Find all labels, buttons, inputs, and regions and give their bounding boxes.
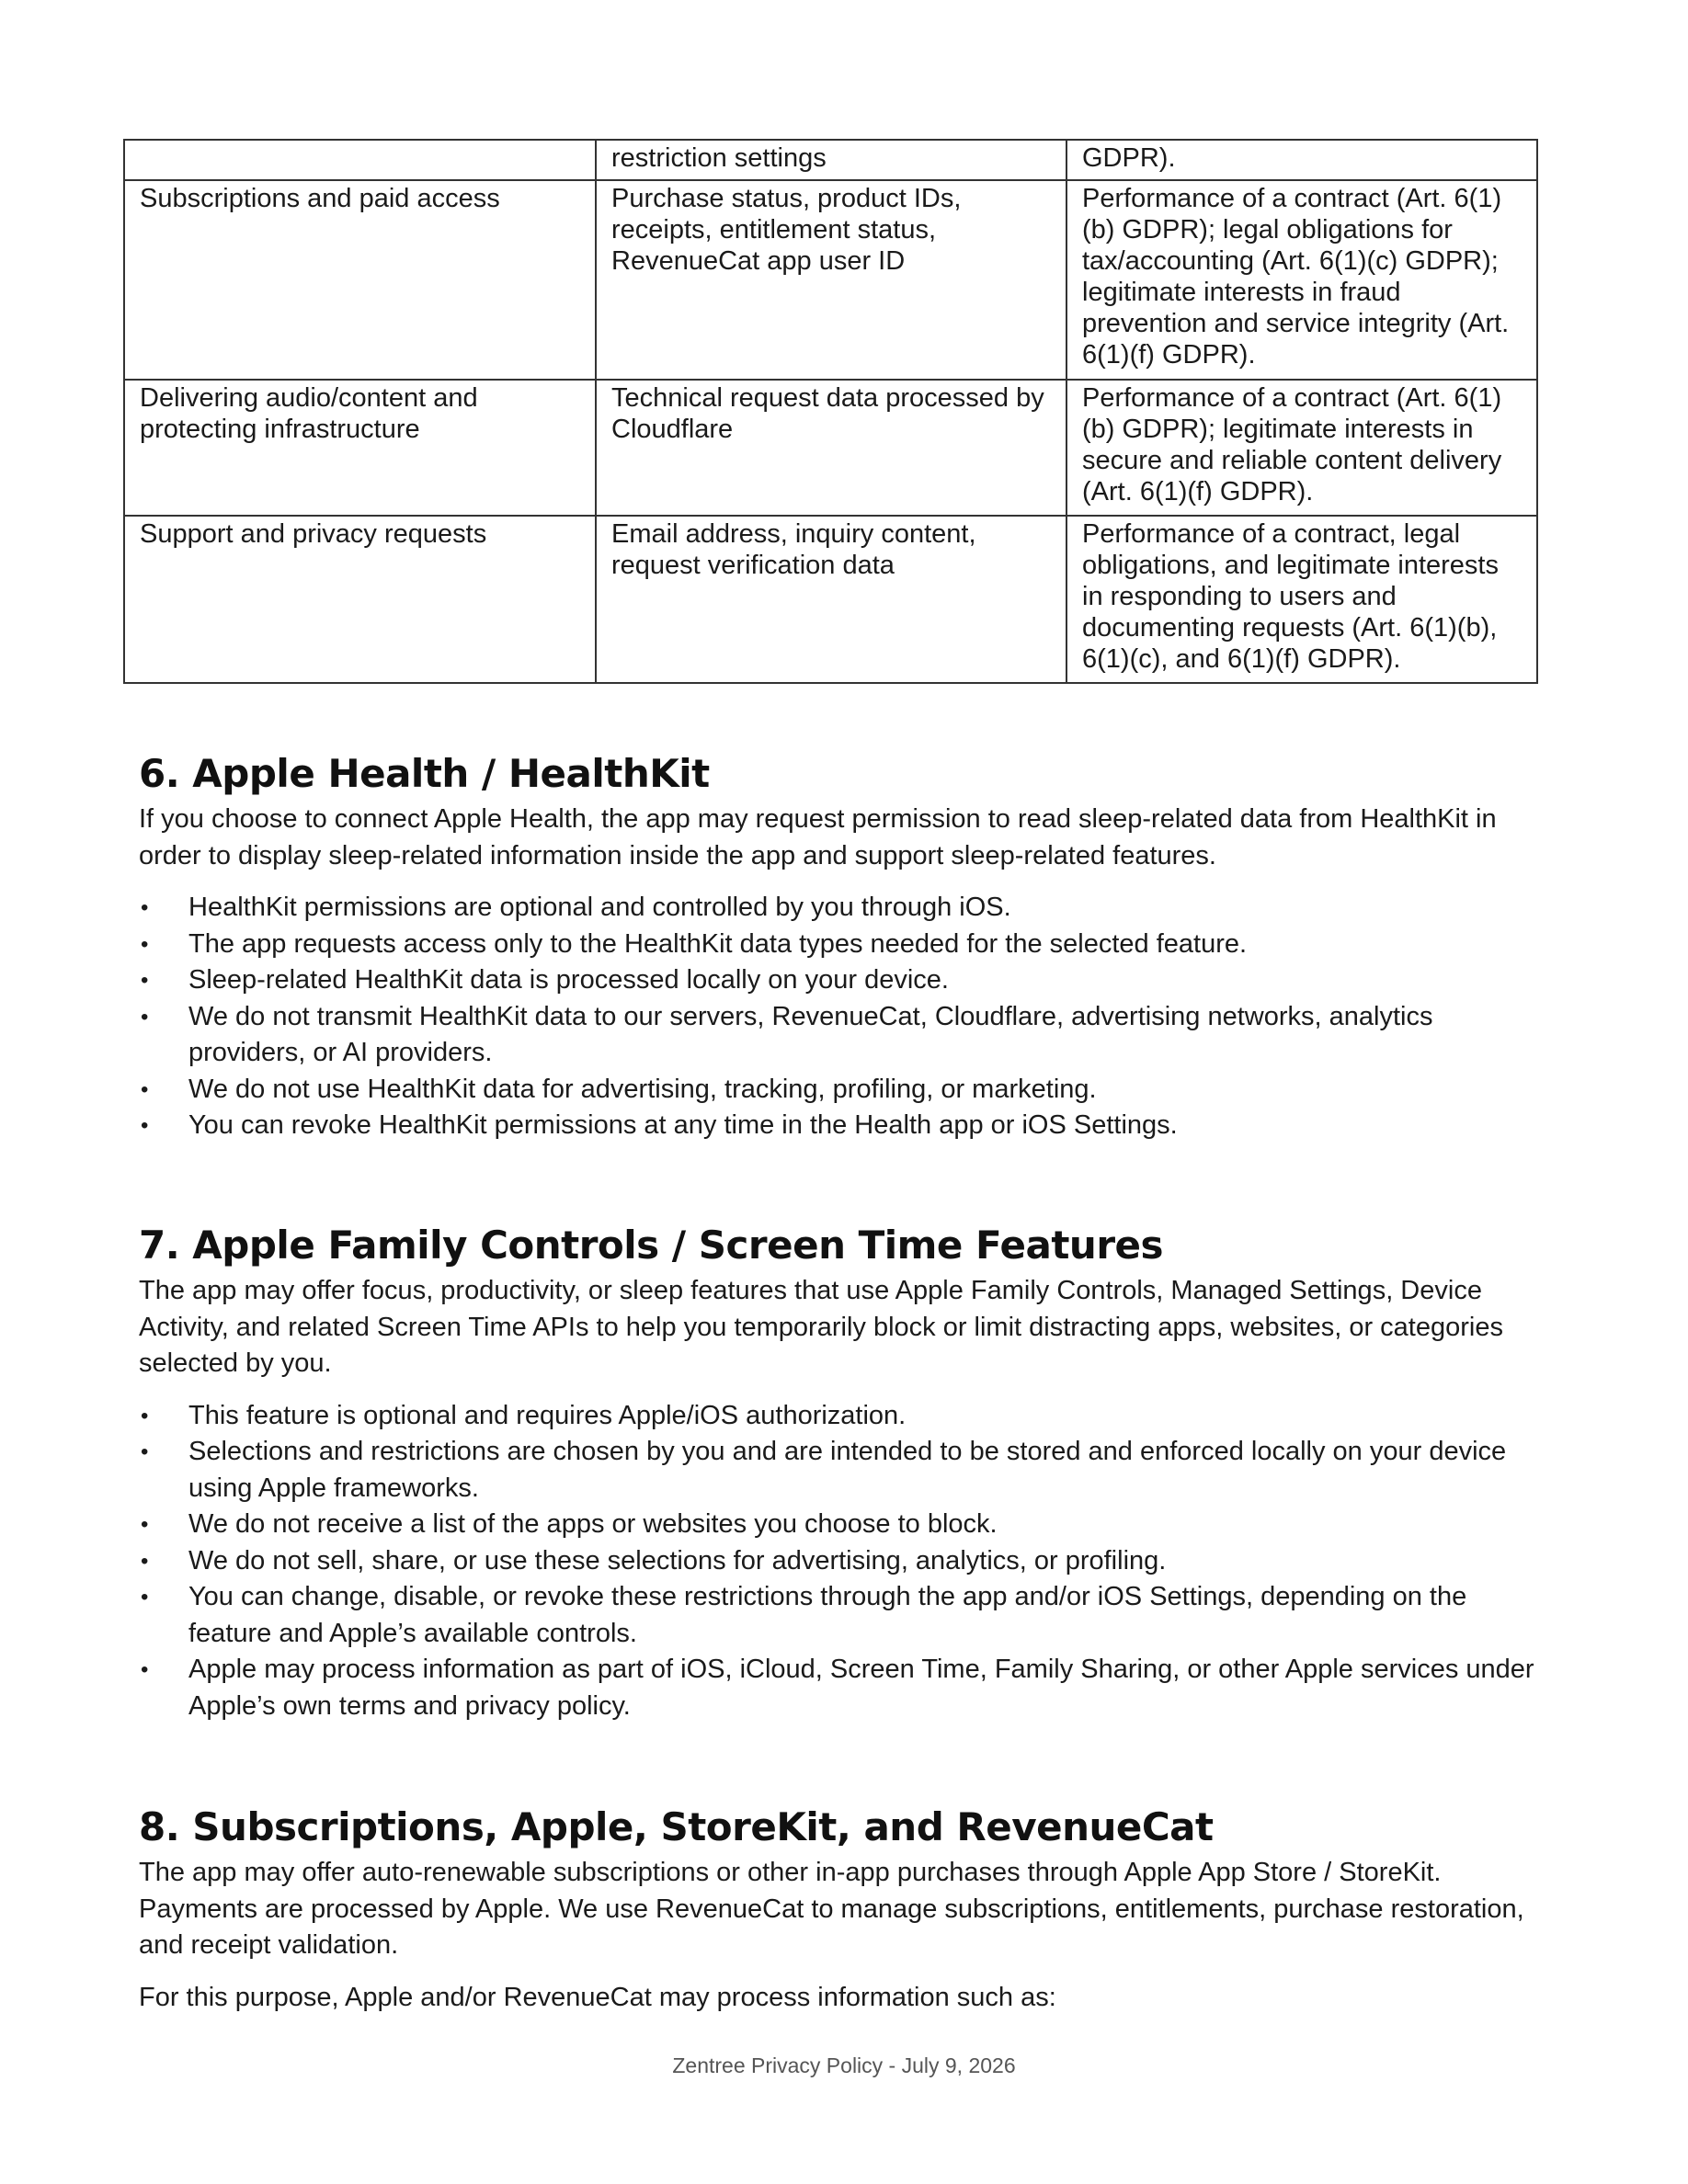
page-footer: Zentree Privacy Policy - July 9, 2026 [672, 2053, 1016, 2077]
bullet-icon: • [141, 1585, 149, 1610]
section-paragraph: If you choose to connect Apple Health, the app may request permission to read sleep-related data from HealthKit in order to display sleep-related information inside the app and support sleep-related features. [139, 804, 1497, 870]
table-cell: Email address, inquiry content, request verification data [596, 516, 1066, 683]
table-cell: Support and privacy requests [124, 516, 596, 683]
table-row [124, 516, 1537, 683]
list-item: • We do not receive a list of the apps or websites you choose to block. [139, 1507, 1555, 1543]
legal-basis-table [123, 139, 1538, 684]
bullet-list [139, 890, 1555, 1144]
table-row [124, 180, 1537, 380]
section-6 [139, 750, 1555, 1144]
table-cell: Technical request data processed by Cloudflare [596, 380, 1066, 516]
section-paragraph: The app may offer auto-renewable subscriptions or other in-app purchases through Apple App Store / StoreKit. Payments are processed by Apple. We use RevenueCat to manage subscriptions, entitlements, purchase restoration, and receipt validation. [139, 1858, 1524, 1960]
table-cell: restriction settings [596, 140, 1066, 180]
bullet-icon: • [141, 1076, 149, 1102]
bullet-list [139, 1398, 1555, 1725]
bullet-icon: • [141, 931, 149, 957]
table-cell: Performance of a contract (Art. 6(1)(b) GDPR); legal obligations for tax/accounting (Art. 6(1)(c) GDPR); legitimate interests in fraud prevention and service integrity (Art. 6(1)(f) GDPR). [1066, 180, 1537, 380]
list-item: • The app requests access only to the HealthKit data types needed for the selected feature. [139, 927, 1555, 963]
bullet-icon: • [141, 1512, 149, 1537]
table-cell: Subscriptions and paid access [124, 180, 596, 380]
section-heading: 8. Subscriptions, Apple, StoreKit, and RevenueCat [139, 1804, 1214, 1849]
list-item: • Apple may process information as part of iOS, iCloud, Screen Time, Family Sharing, or other Apple services under Apple’s own terms and privacy policy. [139, 1652, 1555, 1724]
section-8 [139, 1803, 1555, 2016]
list-item: • We do not use HealthKit data for advertising, tracking, profiling, or marketing. [139, 1072, 1555, 1109]
table-cell: Delivering audio/content and protecting infrastructure [124, 380, 596, 516]
section-paragraph: The app may offer focus, productivity, or sleep features that use Apple Family Controls, Managed Settings, Device Activity, and related Screen Time APIs to help you temporarily block or limit distracting apps, websites, or categories selected by you. [139, 1276, 1503, 1378]
table-cell [124, 140, 596, 180]
list-item: • You can revoke HealthKit permissions at any time in the Health app or iOS Settings. [139, 1108, 1555, 1144]
bullet-icon: • [141, 1548, 149, 1574]
bullet-icon: • [141, 968, 149, 993]
bullet-icon: • [141, 1403, 149, 1428]
table-cell: Purchase status, product IDs, receipts, entitlement status, RevenueCat app user ID [596, 180, 1066, 380]
table-row [124, 380, 1537, 516]
section-7 [139, 1222, 1555, 1724]
list-item: • Sleep-related HealthKit data is processed locally on your device. [139, 962, 1555, 999]
section-heading: 6. Apple Health / HealthKit [139, 751, 710, 796]
bullet-icon: • [141, 1113, 149, 1138]
section-heading: 7. Apple Family Controls / Screen Time Features [139, 1223, 1164, 1268]
list-item: • We do not transmit HealthKit data to our servers, RevenueCat, Cloudflare, advertising networks, analytics providers, or AI providers. [139, 999, 1555, 1072]
section-paragraph: For this purpose, Apple and/or RevenueCat may process information such as: [139, 1982, 1056, 2012]
list-item: • HealthKit permissions are optional and controlled by you through iOS. [139, 890, 1555, 927]
list-item: • Selections and restrictions are chosen by you and are intended to be stored and enforced locally on your device using Apple frameworks. [139, 1434, 1555, 1507]
table-cell: GDPR). [1066, 140, 1537, 180]
table-cell: Performance of a contract (Art. 6(1)(b) GDPR); legitimate interests in secure and reliable content delivery (Art. 6(1)(f) GDPR). [1066, 380, 1537, 516]
bullet-icon: • [141, 895, 149, 920]
list-item: • You can change, disable, or revoke these restrictions through the app and/or iOS Settings, depending on the feature and Apple’s available controls. [139, 1579, 1555, 1652]
bullet-icon: • [141, 1439, 149, 1464]
bullet-icon: • [141, 1004, 149, 1029]
list-item: • This feature is optional and requires Apple/iOS authorization. [139, 1398, 1555, 1435]
table-row [124, 140, 1537, 180]
bullet-icon: • [141, 1657, 149, 1682]
list-item: • We do not sell, share, or use these selections for advertising, analytics, or profiling. [139, 1543, 1555, 1580]
table-cell: Performance of a contract, legal obligations, and legitimate interests in responding to users and documenting requests (Art. 6(1)(b), 6(1)(c), and 6(1)(f) GDPR). [1066, 516, 1537, 683]
